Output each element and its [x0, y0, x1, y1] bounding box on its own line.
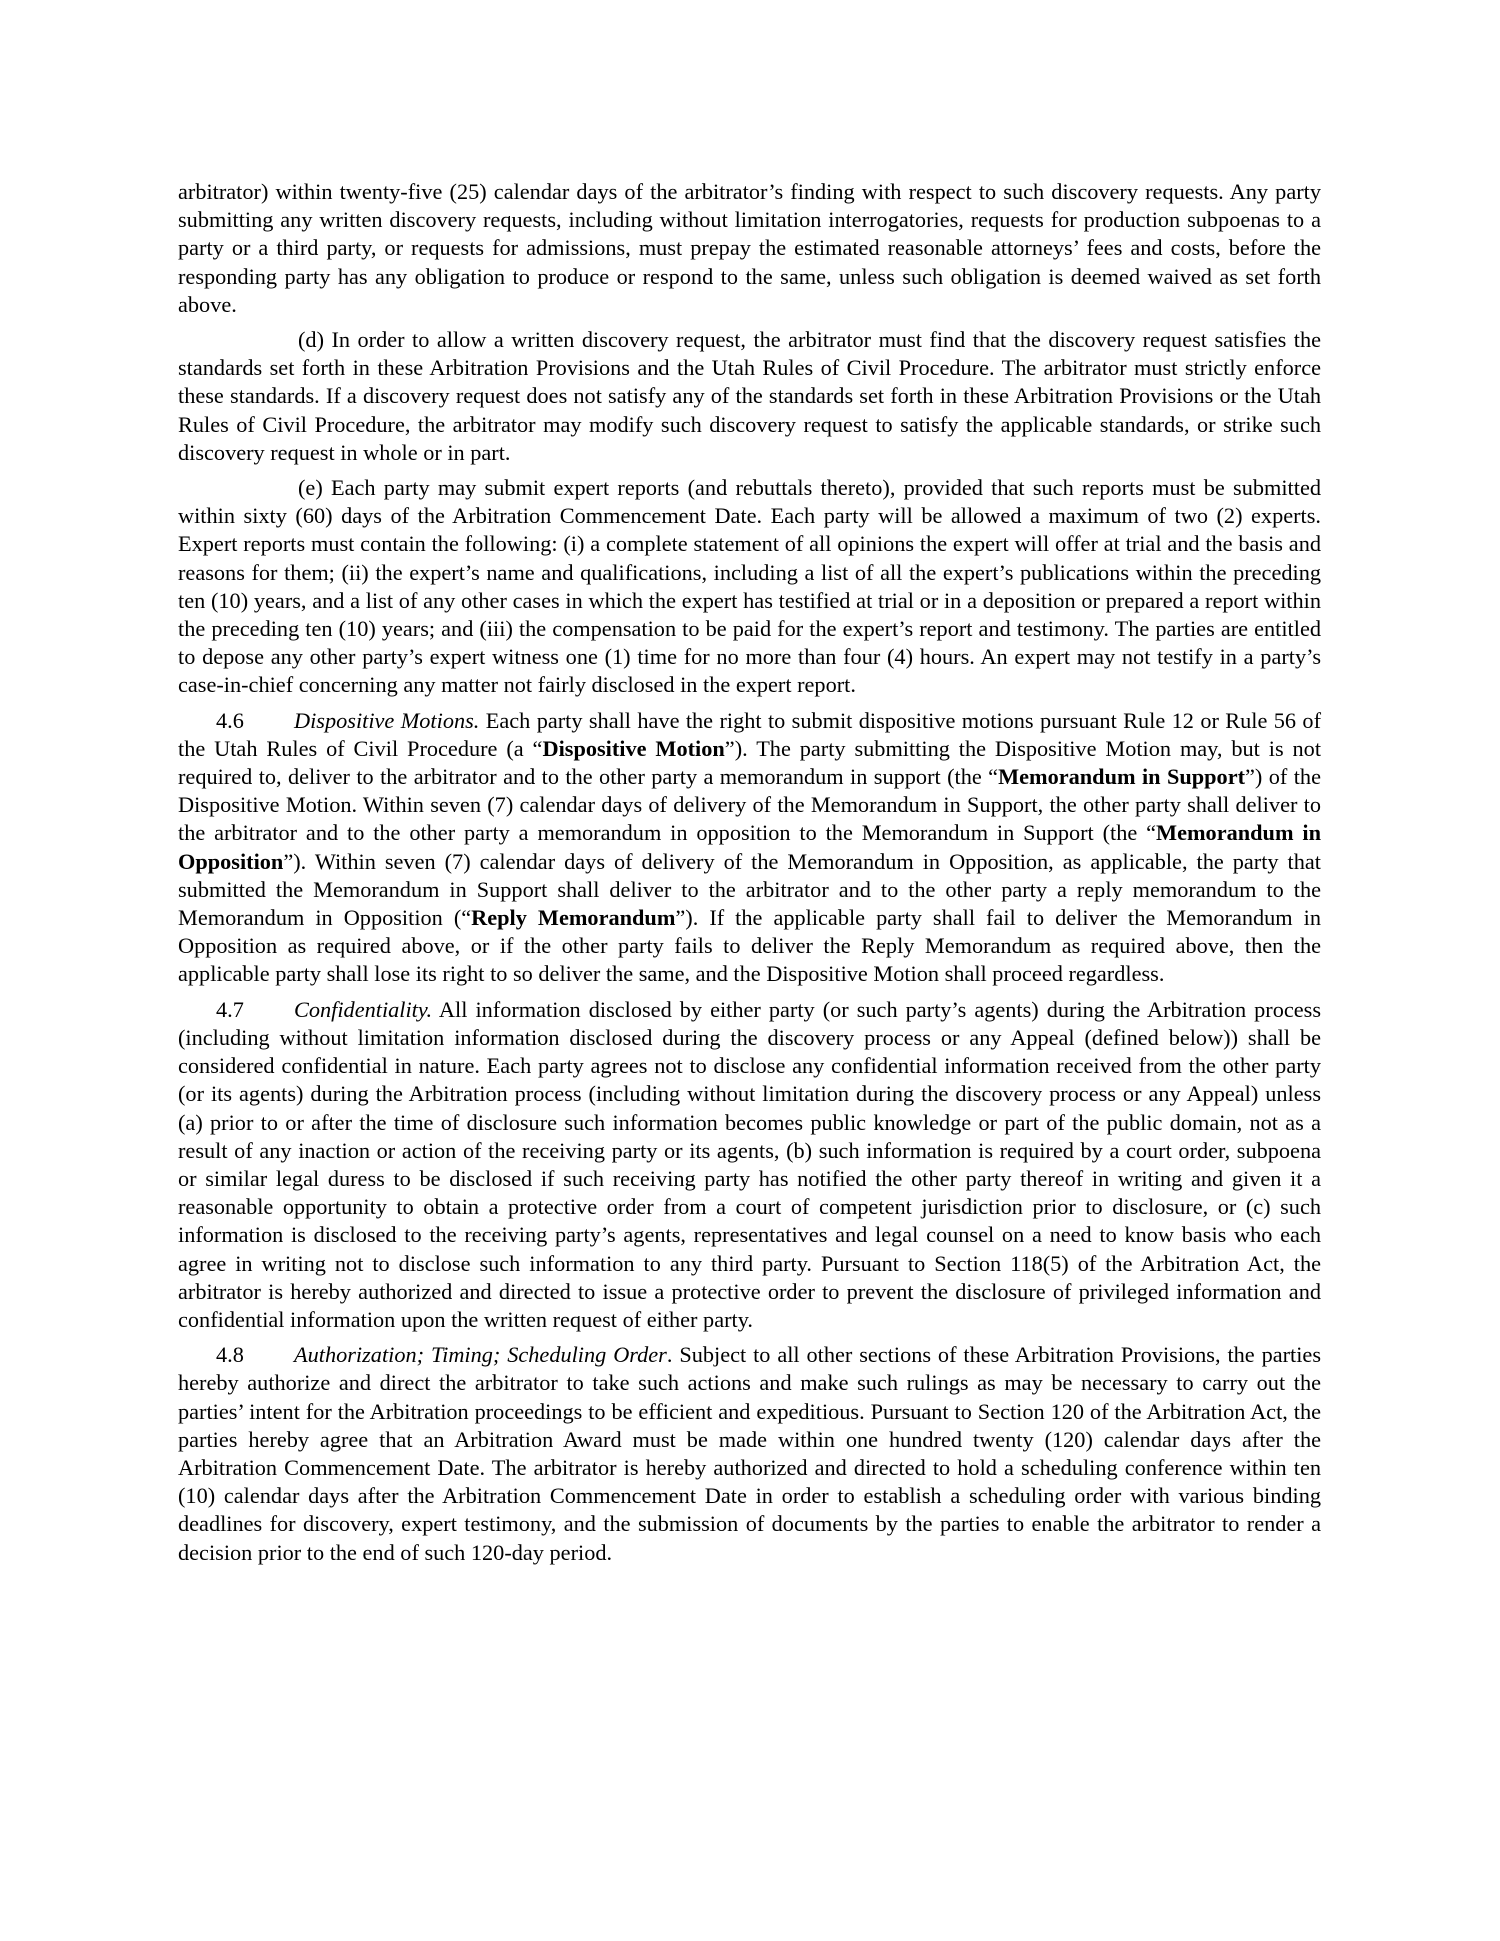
section-number: 4.7 — [216, 996, 244, 1022]
defined-term: Memorandum in Support — [998, 764, 1246, 790]
defined-term: Dispositive Motion — [542, 735, 725, 761]
paragraph-continuation: arbitrator) within twenty-five (25) calendar days of the arbitrator’s finding with respect to such discovery requests. Any party submitting any written discovery requests, including without limitation interrogatories, requests for production subpoenas to a party or a third party, or requests for admissions, must prepay the estimated reasonable attorneys’ fees and costs, before the responding party has any obligation to produce or respond to the same, unless such obligation is deemed waived as set forth above. — [178, 179, 1321, 317]
section-text: ”) of the Dispositive Motion. Within seven (7) calendar days of delivery of the Memorandum in Support, the other party shall deliver to the arbitrator and to the other party a memorandum in opposition to the Memorandum in Support (the “ — [178, 764, 1321, 846]
section-text: . Subject to all other sections of these Arbitration Provisions, the parties hereby authorize and direct the arbitrator to take such actions and make such rulings as may be necessary to carry out the parties’ intent for the Arbitration proceedings to be efficient and expeditious. Pursuant to Section 120 of the Arbitration Act, the parties hereby agree that an Arbitration Award must be made within one hundred twenty (120) calendar days after the Arbitration Commencement Date. The arbitrator is hereby authorized and directed to hold a scheduling conference within ten (10) calendar days after the Arbitration Commencement Date in order to establish a scheduling order with various binding deadlines for discovery, expert testimony, and the submission of documents by the parties to enable the arbitrator to render a decision prior to the end of such 120-day period. — [178, 1342, 1322, 1565]
defined-term: Memorandum in Opposition — [178, 820, 1321, 874]
section-4-7 — [178, 996, 1321, 1334]
section-text: Each party shall have the right to submit dispositive motions pursuant Rule 12 or Rule 56 of the Utah Rules of Civil Procedure (a “ — [178, 707, 1322, 761]
section-number: 4.8 — [216, 1342, 244, 1368]
document-body — [178, 178, 1321, 1574]
section-4-8 — [178, 1341, 1321, 1567]
section-title: Authorization; Timing; Scheduling Order — [294, 1342, 667, 1368]
section-title: Confidentiality. — [294, 996, 433, 1022]
section-text: ”). The party submitting the Dispositive Motion may, but is not required to, deliver to the arbitrator and to the other party a memorandum in support (the “ — [178, 735, 1322, 790]
section-title: Dispositive Motions. — [294, 707, 480, 733]
section-text: All information disclosed by either party (or such party’s agents) during the Arbitration process (including without limitation information disclosed during the discovery process or any Appeal (defined below)) shall be considered confidential in nature. Each party agrees not to disclose any confidential information received from the other party (or its agents) during the Arbitration process (including without limitation during the discovery process or any Appeal) unless (a) prior to or after the time of disclosure such information becomes public knowledge or part of the public domain, not as a result of any inaction or action of the receiving party or its agents, (b) such information is required by a court order, subpoena or similar legal duress to be disclosed if such receiving party has notified the other party thereof in writing and given it a reasonable opportunity to obtain a protective order from a court of competent jurisdiction prior to disclosure, or (c) such information is disclosed to the receiving party’s agents, representatives and legal counsel on a need to know basis who each agree in writing not to disclose such information to any third party. Pursuant to Section 118(5) of the Arbitration Act, the arbitrator is hereby authorized and directed to issue a protective order to prevent the disclosure of privileged information and confidential information upon the written request of either party. — [178, 996, 1321, 1332]
paragraph-e: (e) Each party may submit expert reports (and rebuttals thereto), provided that such reports must be submitted within sixty (60) days of the Arbitration Commencement Date. Each party will be allowed a maximum of two (2) experts. Expert reports must contain the following: (i) a complete statement of all opinions the expert will offer at trial and the basis and reasons for them; (ii) the expert’s name and qualifications, including a list of all the expert’s publications within the preceding ten (10) years, and a list of any other cases in which the expert has testified at trial or in a deposition or prepared a report within the preceding ten (10) years; and (iii) the compensation to be paid for the expert’s report and testimony. The parties are entitled to depose any other party’s expert witness one (1) time for no more than four (4) hours. An expert may not testify in a party’s case-in-chief concerning any matter not fairly disclosed in the expert report. — [178, 475, 1321, 698]
section-text: ”). If the applicable party shall fail to deliver the Memorandum in Opposition as required above, or if the other party fails to deliver the Reply Memorandum as required above, then the applicable party shall lose its right to so deliver the same, and the Dispositive Motion shall proceed regardless. — [178, 905, 1321, 987]
section-4-6 — [178, 707, 1321, 989]
paragraph-d: (d) In order to allow a written discovery request, the arbitrator must find that the discovery request satisfies the standards set forth in these Arbitration Provisions and the Utah Rules of Civil Procedure. The arbitrator must strictly enforce these standards. If a discovery request does not satisfy any of the standards set forth in these Arbitration Provisions or the Utah Rules of Civil Procedure, the arbitrator may modify such discovery request to satisfy the applicable standards, or strike such discovery request in whole or in part. — [178, 327, 1321, 465]
section-number: 4.6 — [216, 707, 244, 733]
section-text: ”). Within seven (7) calendar days of delivery of the Memorandum in Opposition, as applicable, the party that submitted the Memorandum in Support shall deliver to the arbitrator and to the other party a reply memorandum to the Memorandum in Opposition (“ — [178, 848, 1321, 931]
defined-term: Reply Memorandum — [471, 905, 676, 931]
